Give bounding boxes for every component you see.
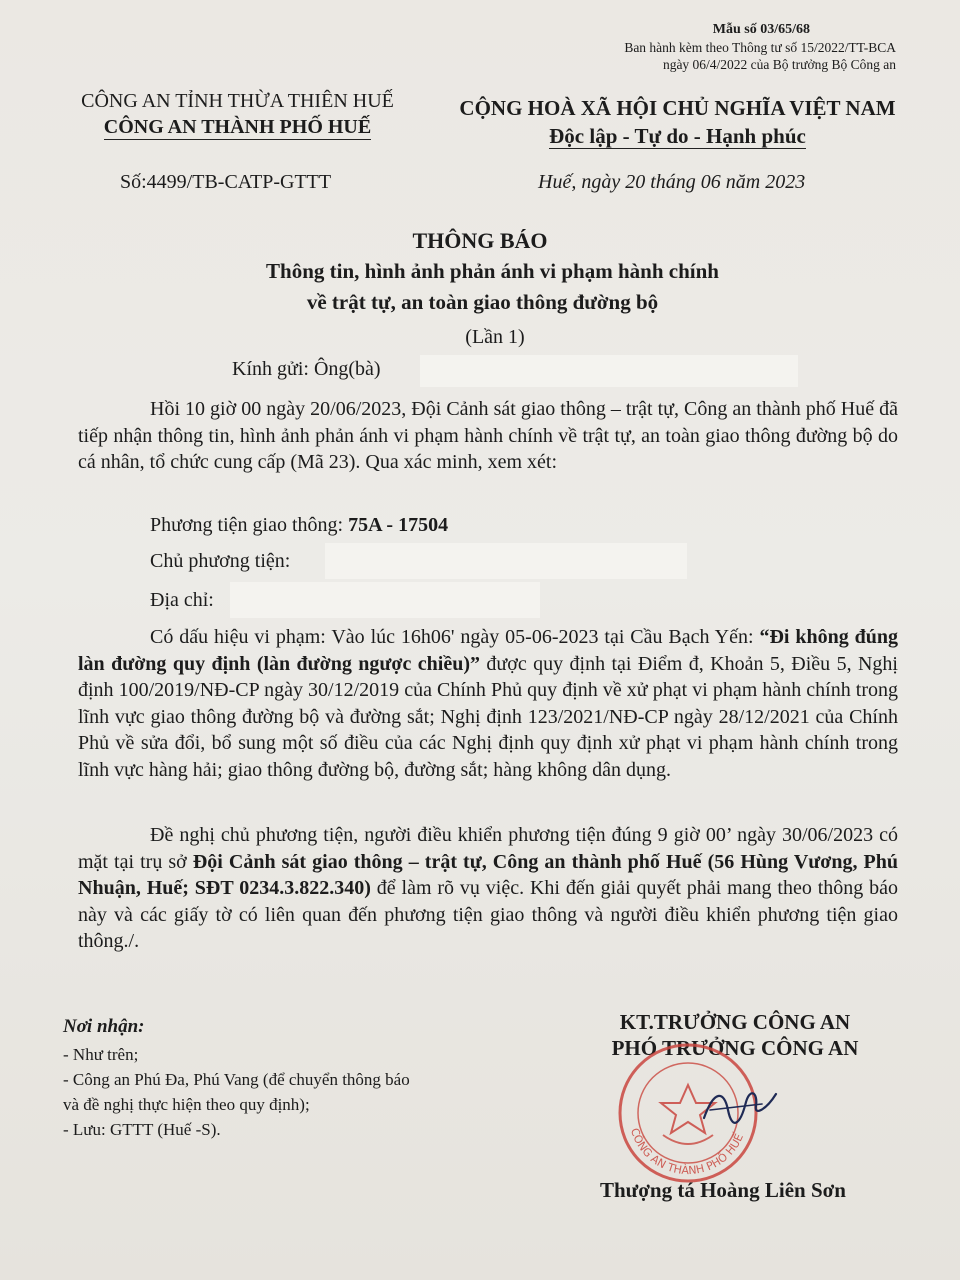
- national-title: CỘNG HOÀ XÃ HỘI CHỦ NGHĨA VIỆT NAM: [459, 96, 896, 120]
- recipient-item-2b: và đề nghị thực hiện theo quy định);: [63, 1095, 310, 1114]
- document-subtitle-1: Thông tin, hình ảnh phản ánh vi phạm hành chính: [266, 259, 719, 283]
- form-issued-line-2: ngày 06/4/2022 của Bộ trưởng Bộ Công an: [662, 57, 896, 72]
- notice-round: (Lần 1): [465, 326, 525, 348]
- national-motto: Độc lập - Tự do - Hạnh phúc: [549, 124, 806, 148]
- redaction-recipient: [420, 355, 798, 387]
- document-number: Số:4499/TB-CATP-GTTT: [120, 171, 332, 193]
- violation-lead: Có dấu hiệu vi phạm: Vào lúc 16h06' ngày 05-06-2023 tại Cầu Bạch Yến:: [150, 626, 754, 648]
- signer-name: Thượng tá Hoàng Liên Sơn: [600, 1178, 846, 1202]
- document-title: THÔNG BÁO: [412, 228, 548, 253]
- request-lead: Đề nghị chủ phương tiện, người điều khiển phương tiện đúng 9 giờ 00’ ngày 30/06/2023 có mặt tại trụ sở: [78, 824, 898, 873]
- request-rest: để làm rõ vụ việc. Khi đến giải quyết phải mang theo thông báo này và các giấy tờ có liên quan đến phương tiện giao thông và người điều khiển phương tiện giao thông./.: [78, 877, 899, 952]
- address-label: Địa chỉ:: [150, 589, 214, 611]
- recipient-item-1: - Như trên;: [63, 1045, 139, 1064]
- redaction-address: [230, 582, 540, 618]
- document-subtitle-2: về trật tự, an toàn giao thông đường bộ: [306, 290, 659, 314]
- recipient-label: Kính gửi: Ông(bà): [232, 358, 381, 380]
- redaction-owner: [325, 543, 687, 579]
- violation-paragraph: [78, 624, 898, 783]
- handwritten-signature: [700, 1080, 780, 1130]
- recipients-title: Nơi nhận:: [63, 1016, 145, 1037]
- request-paragraph: [78, 822, 898, 955]
- plate-row: [150, 514, 448, 537]
- recipient-item-2a: - Công an Phú Đa, Phú Vang (để chuyển thông báo: [63, 1070, 410, 1089]
- agency-parent: CÔNG AN TỈNH THỪA THIÊN HUẾ: [81, 90, 394, 112]
- document-date: Huế, ngày 20 tháng 06 năm 2023: [538, 171, 806, 193]
- seal-text: CÔNG AN THÀNH PHỐ HUẾ: [627, 1126, 746, 1178]
- intro-paragraph: Hồi 10 giờ 00 ngày 20/06/2023, Đội Cảnh sát giao thông – trật tự, Công an thành phố Huế đã tiếp nhận thông tin, hình ảnh phản ánh vi phạm hành chính về trật tự, an toàn giao thông đường bộ do cá nhân, tổ chức cung cấp (Mã 23). Qua xác minh, xem xét:: [78, 398, 898, 473]
- owner-label: Chủ phương tiện:: [150, 550, 291, 572]
- agency-name: CÔNG AN THÀNH PHỐ HUẾ: [103, 116, 372, 138]
- signature-title-1: KT.TRƯỞNG CÔNG AN: [619, 1010, 851, 1034]
- recipient-item-3: - Lưu: GTTT (Huế -S).: [63, 1120, 221, 1139]
- plate-label: Phương tiện giao thông:: [150, 514, 344, 536]
- signature-title-2: PHÓ TRƯỞNG CÔNG AN: [611, 1036, 859, 1060]
- request-office: Đội Cảnh sát giao thông – trật tự, Công an thành phố Huế (56 Hùng Vương, Phú Nhuận, Huế; SĐT 0234.3.822.340): [78, 850, 898, 899]
- form-issued-line-1: Ban hành kèm theo Thông tư số 15/2022/TT-BCA: [624, 40, 896, 55]
- violation-behavior: “Đi không đúng làn đường quy định (làn đường ngược chiều)”: [78, 626, 898, 675]
- plate-number: 75A - 17504: [348, 514, 449, 536]
- violation-legal-basis: được quy định tại Điểm đ, Khoản 5, Điều 5, Nghị định 100/2019/NĐ-CP ngày 30/12/2019 của Chính Phủ quy định về xử phạt vi phạm hành chính trong lĩnh vực giao thông đường bộ và đường sắt; Nghị định 123/2021/NĐ-CP ngày 28/12/2021 của Chính Phủ về sửa đổi, bổ sung một số điều của các Nghị định quy định xử phạt vi phạm hành chính trong lĩnh vực hàng hải; giao thông đường bộ, đường sắt; hàng không dân dụng.: [78, 652, 898, 781]
- form-number: Mẫu số 03/65/68: [712, 22, 810, 37]
